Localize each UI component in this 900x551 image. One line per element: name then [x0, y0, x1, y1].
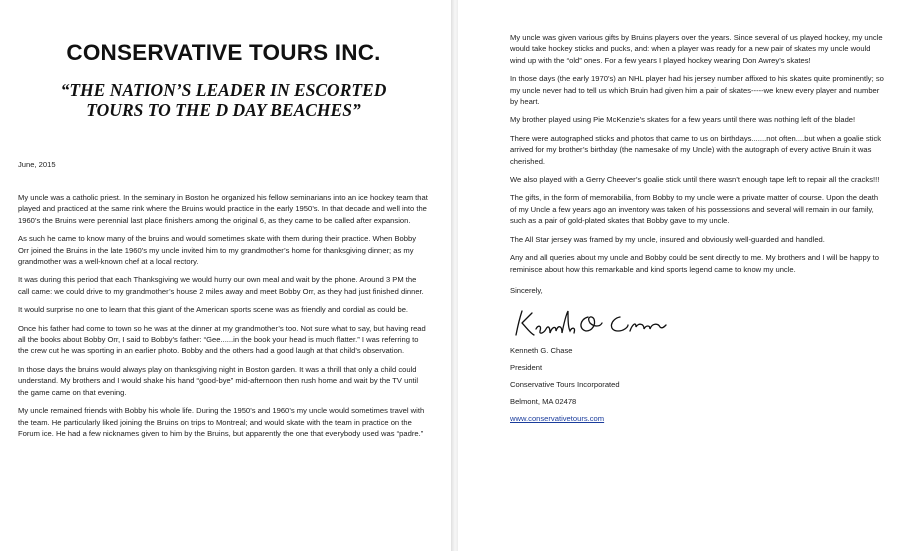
letter-page-right: [458, 0, 900, 551]
paragraph: The gifts, in the form of memorabilia, from Bobby to my uncle were a private matter of course. Upon the death of my Uncle a few years ago an inventory was taken of his possessions and several will remain in our family, such as a pair of gold-plated skates that Bobby gave to my uncle.: [510, 193, 879, 226]
paragraph: My brother played using Pie McKenzie’s skates for a few years until there was nothing left of the blade!: [510, 115, 856, 125]
company-name: CONSERVATIVE TOURS INC.: [66, 40, 381, 65]
signer-name: Kenneth G. Chase: [510, 345, 573, 355]
letter-date: June, 2015: [18, 160, 56, 169]
signer-title: President: [510, 362, 543, 372]
company-tagline: [18, 80, 429, 120]
paragraph: My uncle was a catholic priest. In the seminary in Boston he organized his fellow seminarians into an ice hockey team that played and practiced at the same rink where the Bruins would practice in the early 1950’s. In that decade and well into the 1960’s the Bruins were perennial last place finishers among the original 6, as they came to be called after expansion.: [18, 193, 428, 225]
paragraph: It was during this period that each Thanksgiving we would hurry our own meal and wait by the phone. Around 3 PM the call came: we could drive to my grandmother’s house 2 miles away and meet Bobby Orr, as they had just finished dinner.: [18, 275, 424, 296]
closing: Sincerely,: [510, 285, 543, 295]
paragraph: My uncle remained friends with Bobby his whole life. During the 1950’s and 1960’s my uncle would sometimes travel with the team. He particularly liked joining the Bruins on trips to Montreal; and would skate with the team in practice on the Forum ice. He had a few nicknames given to him by the Bruins, but apparently the one that everybody used was “padre.”: [18, 406, 425, 438]
paragraph: My uncle was given various gifts by Bruins players over the years. Since several of us played hockey, my uncle would take hockey sticks and pucks, and: when a player was ready for a new pair of skates my uncle would wind up with the “old” ones. For a few years I played hockey wearing Don Awrey’s skates!: [510, 33, 883, 65]
right-body: [510, 32, 884, 275]
paragraph: As such he came to know many of the bruins and would sometimes skate with them during their practice. When Bobby Orr joined the Bruins in the late 1960’s my uncle invited him to my grandmother’s home for thanksgiving dinner; as my grandmother was a well-known chef at a local rectory.: [18, 234, 417, 267]
paragraph: The All Star jersey was framed by my uncle, insured and obviously well-guarded and handled.: [510, 234, 825, 244]
left-body: [18, 192, 429, 439]
signer-company: Conservative Tours Incorporated: [510, 379, 620, 389]
tagline-line-2: TOURS TO THE D DAY BEACHES”: [86, 100, 361, 120]
signature-block: [510, 345, 884, 424]
paragraph: It would surprise no one to learn that this giant of the American sports scene was as friendly and cordial as could be.: [18, 305, 409, 315]
paragraph: In those days (the early 1970’s) an NHL player had his jersey number affixed to his skates quite prominently; so my uncle never had to tell us which Bruin had given him a pair of skates-----we knew every player and number by heart.: [510, 74, 884, 107]
tagline-line-1: “THE NATION’S LEADER IN ESCORTED: [60, 80, 387, 100]
signer-address: Belmont, MA 02478: [510, 396, 577, 406]
paragraph: Once his father had come to town so he was at the dinner at my grandmother’s too. Not sure what to say, but having read all the books about Bobby Orr, I said to Bobby’s father: “Gee......in the book your head is much flatter.” I was referring to the crew cut he was sporting in an earlier photo. Bobby and the others had a good laugh at that child’s observation.: [18, 323, 426, 356]
paragraph: There were autographed sticks and photos that came to us on birthdays.......not often....but when a goalie stick arrived for my brother’s birthday (the namesake of my Uncle) with the autograph of every active Bruin it was cherished.: [510, 133, 882, 166]
website-link[interactable]: www.conservativetours.com: [510, 413, 605, 423]
paragraph: We also played with a Gerry Cheever’s goalie stick until there wasn’t enough tape left to repair all the cracks!!!: [510, 175, 880, 185]
paragraph: Any and all queries about my uncle and Bobby could be sent directly to me. My brothers and I will be happy to reminisce about how this remarkable and kind sports legend came to know my uncle.: [510, 253, 879, 274]
handwritten-signature: [510, 307, 884, 341]
signature-drawing: [510, 307, 670, 341]
paragraph: In those days the bruins would always play on thanksgiving night in Boston garden. It was a thrill that only a child could understand. My brothers and I would shake his hand “good-bye” mid-afternoon then rush home and wait by the TV until the game came on that evening.: [18, 364, 419, 397]
